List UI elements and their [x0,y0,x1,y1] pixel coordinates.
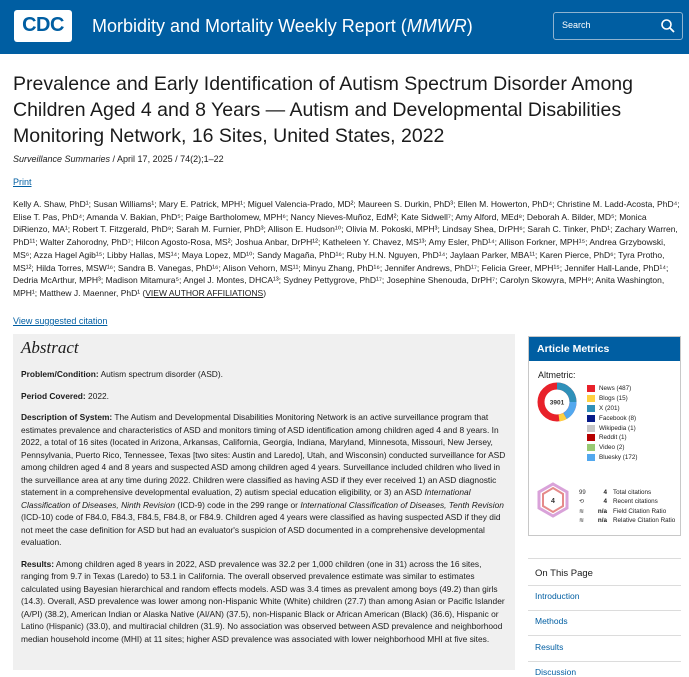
desc-text-3: (ICD-10) code of F84.0, F84.3, F84.5, F84.8, or F84.9. Children aged 4 years were classified as having suspected ASD if they did not meet the case definition for ASD but had an evaluator's suspicion of ASD documented in a comprehensive developmental evaluation. [21,512,501,547]
dimensions-stat-value: 4 [603,489,607,497]
authors-close: ) [263,287,267,298]
altmetric-source-row[interactable] [587,394,638,404]
desc-text-2: (ICD-9) code in the 299 range or [175,499,301,510]
cdc-logo[interactable] [14,10,72,42]
site-title-prefix: Morbidity and Mortality Weekly Report ( [92,16,407,36]
article-citation [13,154,224,164]
dimensions-stat-value: n/a [597,517,607,525]
view-citation-link[interactable]: View suggested citation [13,316,108,326]
dimensions-stat-icon: ≋ [579,518,585,525]
source-color-swatch [587,405,595,412]
dimensions-stat-row [579,497,675,506]
article-title: Prevalence and Early Identification of Autism Spectrum Disorder Among Children Aged 4 and 8 Years — Autism and Developmental Disabilities Monitoring Network, 16 Sites, United States, 2022 [13,73,633,147]
altmetric-source-row[interactable] [587,384,638,394]
abstract-period [21,390,507,403]
dimensions-stat-row [579,507,675,516]
altmetric-source-row[interactable] [587,453,638,463]
metrics-heading: Article Metrics [529,337,680,361]
problem-text: Autism spectrum disorder (ASD). [98,369,223,379]
dimensions-stats [579,488,675,525]
abstract-problem [21,368,507,381]
desc-icd9: International Classification of Diseases, Ninth Revision [21,487,471,510]
divider [528,661,681,662]
divider [528,610,681,611]
source-label: Bluesky (172) [599,453,638,461]
source-color-swatch [587,434,595,441]
dimensions-badge-icon[interactable] [535,482,571,518]
divider [528,585,681,586]
author-names: Kelly A. Shaw, PhD¹; Susan Williams¹; Mary E. Patrick, MPH¹; Miguel Valencia-Prado, MD²; Maureen S. Durkin, PhD³; Ellen M. Howerton, PhD⁴; Christine M. Ladd-Acosta, PhD⁴; Elise T. Pas, PhD⁴; Amanda V. Bakian, PhD⁵; Paige Bartholomew, MPH⁶; Nancy Nieves-Muñoz, EdM²; Kate Sidwell⁷; Amy Alford, MEd⁸; Deborah A. Bilder, MD⁵; Monica DiRienzo, MA¹; Robert T. Fitzgerald, PhD⁹; Sarah M. Furnier, PhD³; Allison E. Hudson¹⁰; Olivia M. Pokoski, MPH³; Lindsay Shea, DrPH⁶; Sarah C. Tinker, PhD¹; Zachary Warren, PhD¹¹; Walter Zahorodny, PhD⁷; Hilcon Agosto-Rosa, MS²; Joshua Anbar, DrPH¹²; Katheleen Y. Chavez, MS¹³; Amy Esler, PhD¹⁴; Allison Forkner, MPH¹⁵; Andrea Grzybowski, MS⁶; Azza Hagel Agib¹⁵; Libby Hallas, MS¹⁴; Maya Lopez, MD¹⁰; Sandy Magaña, PhD¹⁶; Ruby H.N. Nguyen, PhD¹⁴; Jaylaan Parker, MBA¹¹; Karen Pierce, PhD⁶; Tyra Protho, MS¹²; Hilda Torres, MSW¹⁶; Sandra B. Vanegas, PhD¹⁶; Alison Vehorn, MS¹¹; Minyu Zhang, PhD¹⁶; Jennifer Andrews, PhD¹⁷; Felicia Greer, MPH¹⁵; Jennifer Hall-Lande, PhD¹⁴; Dedria McArthur, MPH³; Madison Mitamura⁵; Angel J. Montes, DHCA¹³; Sydney Pettygrove, PhD¹⁷; Josephine Shenouda, DrPH⁷; Carolyn Skowyra, MPH⁹; Anita Washington, MPH¹; Matthew J. Maenner, PhD¹ ( [13,199,680,298]
source-color-swatch [587,395,595,402]
dimensions-stat-value: n/a [597,507,607,515]
dimensions-stat-row [579,516,675,525]
dimensions-stat-icon: ⟲ [579,499,585,506]
nav-link-results[interactable]: Results [535,642,564,652]
search-placeholder: Search [562,20,591,30]
site-header [0,0,689,54]
period-text: 2022. [85,390,109,401]
altmetric-label: Altmetric: [538,370,576,380]
altmetric-source-row[interactable] [587,413,638,423]
dimensions-stat-icon: 99 [579,489,586,496]
series-link[interactable]: Surveillance Summaries [13,154,111,164]
altmetric-donut-icon[interactable] [537,382,577,422]
results-label: Results: [21,558,55,569]
altmetric-source-row[interactable] [587,443,638,453]
dimensions-stat-icon: ≋ [579,508,585,515]
issue-info: / April 17, 2025 / 74(2);1–22 [110,154,224,164]
desc-text-1: The Autism and Developmental Disabilities Monitoring Network is an active surveillance program that estimates prevalence and characteristics of ASD and monitors timing of ASD identification among children aged 4 and 8 years. In 2022, a total of 16 sites (located in Arizona, Arkansas, California, Georgia, Indiana, Maryland, Minnesota, Missouri, New Jersey, Pennsylvania, Puerto Rico, Tennessee, Texas [two sites: Austin and Laredo], Utah, and Wisconsin) conducted surveillance for ASD among children aged 4 and 8 years and suspected ASD among children aged 4 years. Surveillance included children who lived in the surveillance area at any time during 2022. Children were classified as having ASD if they ever received 1) an ASD diagnostic statement in a comprehensive developmental evaluation, 2) autism special education eligibility, or 3) an ASD [21,412,506,497]
dimensions-stat-value: 4 [603,498,607,506]
view-affiliations-link[interactable]: VIEW AUTHOR AFFILIATIONS [145,287,264,298]
abstract-heading: Abstract [21,338,79,357]
article-metrics-panel [528,336,681,536]
site-title[interactable] [92,16,473,37]
altmetric-source-row[interactable] [587,423,638,433]
on-this-page-nav [528,558,681,677]
altmetric-source-row[interactable] [587,433,638,443]
problem-label: Problem/Condition: [21,369,99,379]
site-title-suffix: ) [466,16,473,36]
source-color-swatch [587,415,595,422]
source-label: Wikipedia (1) [599,424,636,432]
author-list [13,198,681,300]
dimensions-stat-label: Field Citation Ratio [613,507,667,515]
site-title-em: MMWR [406,16,467,36]
altmetric-legend [587,384,638,462]
on-this-page-heading: On This Page [535,568,593,579]
dimensions-stat-row [579,488,675,497]
abstract-description [21,411,507,549]
divider [528,635,681,636]
dimensions-score: 4 [551,498,555,505]
results-text: Among children aged 8 years in 2022, ASD prevalence was 32.2 per 1,000 children (one in 31) across the 16 sites, ranging from 9.7 in Texas (Laredo) to 53.1 in California. The overall observed prevalence estimate was similar to estimates calculated using Bayesian hierarchical and random effects models. ASD was 3.4 times as prevalent among boys (49.2) than girls (14.3). Overall, ASD prevalence was lower among non-Hispanic White (White) children (27.7) than among Asian or Pacific Islander (A/PI) (38.2), American Indian or Alaska Native (AI/AN) (37.5), non-Hispanic Black or African American (Black) (36.6), Hispanic or Latino (Hispanic) (33.0), and multiracial children (31.9). No association was observed between ASD prevalence and neighborhood median household income (MHI) at 11 sites; higher ASD prevalence was associated with lower neighborhood MHI at five sites. [21,558,505,644]
source-color-swatch [587,454,595,461]
source-color-swatch [587,444,595,451]
source-label: Facebook (8) [599,414,637,422]
altmetric-source-row[interactable] [587,404,638,414]
abstract-results [21,558,507,646]
search-input[interactable] [553,12,683,40]
altmetric-score: 3901 [549,399,565,407]
source-label: Reddit (1) [599,434,627,442]
source-label: X (201) [599,404,620,412]
search-icon[interactable] [660,18,676,34]
source-label: Video (2) [599,444,625,452]
dimensions-stat-label: Total citations [613,489,652,497]
print-link[interactable]: Print [13,177,32,187]
dimensions-stat-label: Relative Citation Ratio [613,517,676,525]
desc-icd10: International Classification of Diseases, Tenth Revision [300,499,504,510]
cdc-logo-text: CDC [22,14,64,36]
nav-link-discussion[interactable]: Discussion [535,667,577,677]
period-label: Period Covered: [21,390,86,401]
desc-label: Description of System: [21,412,113,422]
abstract-panel [13,334,515,670]
source-color-swatch [587,425,595,432]
dimensions-stat-label: Recent citations [613,498,658,506]
source-label: Blogs (15) [599,395,628,403]
nav-link-introduction[interactable]: Introduction [535,591,580,601]
source-color-swatch [587,385,595,392]
source-label: News (487) [599,385,632,393]
nav-link-methods[interactable]: Methods [535,616,568,626]
